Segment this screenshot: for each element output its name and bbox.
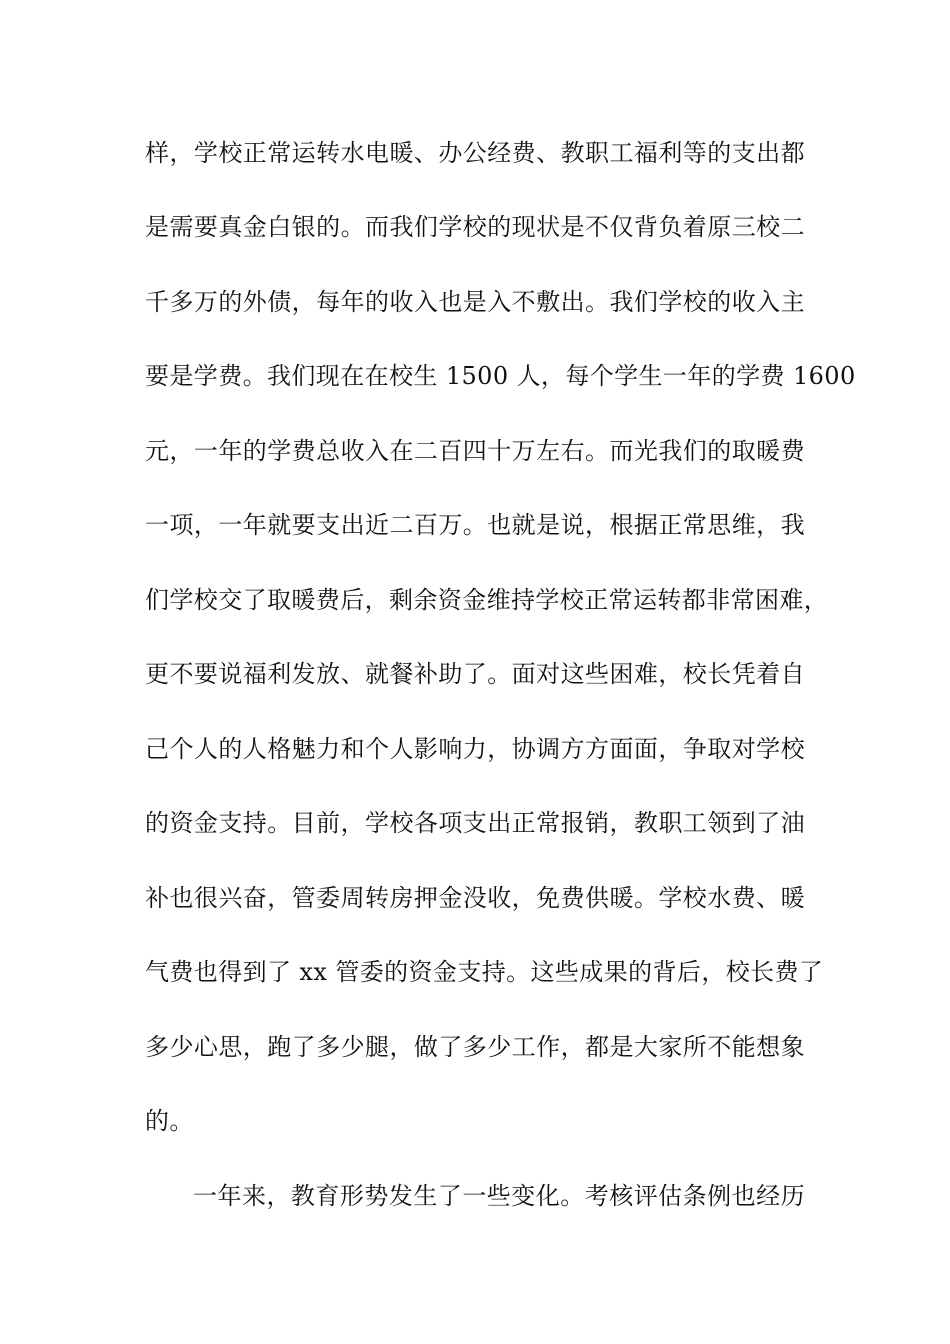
text-line: 千多万的外债，每年的收入也是入不敷出。我们学校的收入主	[145, 288, 805, 316]
text-line: 补也很兴奋，管委周转房押金没收，免费供暖。学校水费、暖	[145, 884, 805, 912]
text-line: 己个人的人格魅力和个人影响力，协调方方面面，争取对学校	[145, 735, 805, 763]
text-line: 更不要说福利发放、就餐补助了。面对这些困难，校长凭着自	[145, 660, 805, 688]
text-line: 是需要真金白银的。而我们学校的现状是不仅背负着原三校二	[145, 213, 805, 241]
text-line: 气费也得到了 xx 管委的资金支持。这些成果的背后，校长费了	[145, 958, 824, 986]
text-line: 样，学校正常运转水电暖、办公经费、教职工福利等的支出都	[145, 139, 805, 167]
text-line: 元，一年的学费总收入在二百四十万左右。而光我们的取暖费	[145, 437, 805, 465]
text-line: 一项，一年就要支出近二百万。也就是说，根据正常思维，我	[145, 511, 805, 539]
text-line: 多少心思，跑了多少腿，做了多少工作，都是大家所不能想象	[145, 1033, 805, 1061]
text-line: 的。	[145, 1107, 194, 1135]
text-line: 们学校交了取暖费后，剩余资金维持学校正常运转都非常困难，	[145, 586, 829, 614]
text-line: 的资金支持。目前，学校各项支出正常报销，教职工领到了油	[145, 809, 805, 837]
paragraph-first-line: 一年来，教育形势发生了一些变化。考核评估条例也经历	[193, 1182, 805, 1210]
text-line: 要是学费。我们现在在校生 1500 人，每个学生一年的学费 1600	[145, 362, 856, 390]
